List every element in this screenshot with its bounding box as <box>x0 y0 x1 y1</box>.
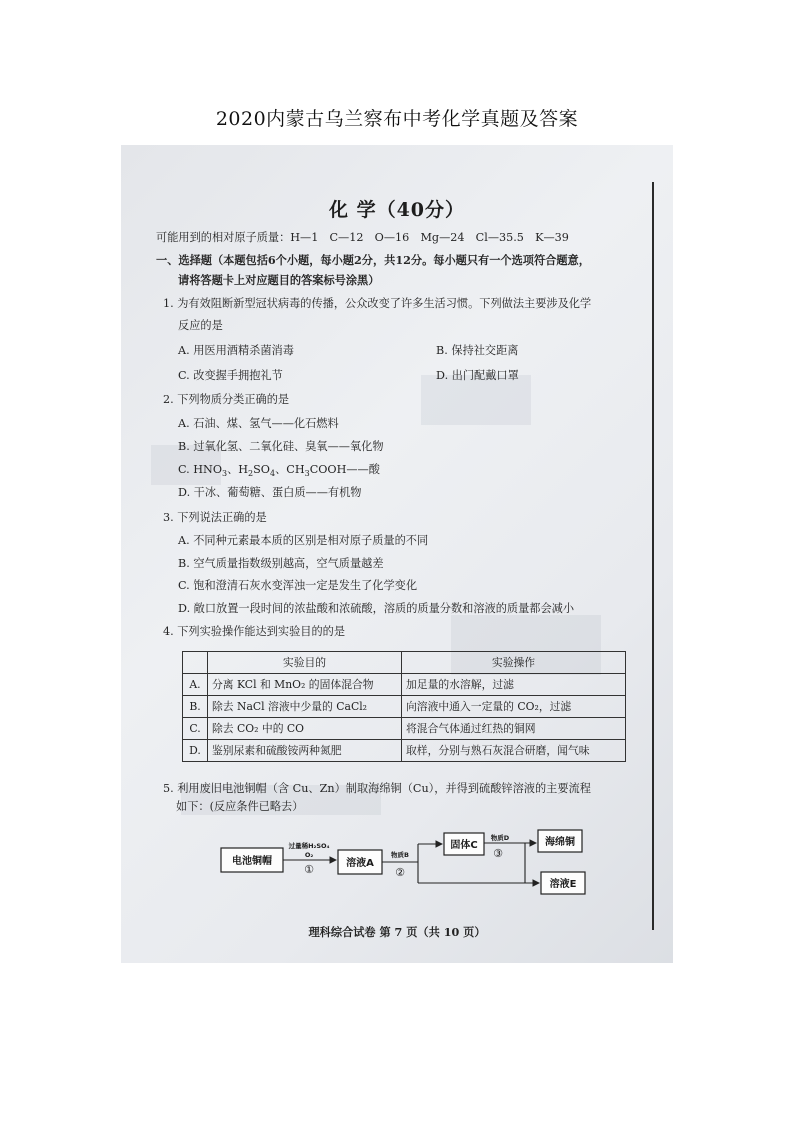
q2-c-text: 、H <box>227 463 249 476</box>
q1-option-a: A. 用医用酒精杀菌消毒 <box>178 344 294 357</box>
row-operation: 取样，分别与熟石灰混合研磨，闻气味 <box>402 740 626 762</box>
row-purpose: 除去 CO₂ 中的 CO <box>208 718 402 740</box>
flow-start-label: 电池铜帽 <box>232 856 272 867</box>
flow-reagent-d: 物质D <box>490 834 510 842</box>
row-label: D. <box>183 740 208 762</box>
flow-solution-e-label: 溶液E <box>549 879 577 890</box>
q1-option-c: C. 改变握手拥抱礼节 <box>178 369 283 382</box>
q2-c-text: SO <box>253 463 270 476</box>
flow-step3: ③ <box>493 847 503 860</box>
table-header-operation: 实验操作 <box>402 652 626 674</box>
q2-option-a: A. 石油、煤、氢气——化石燃料 <box>178 417 339 430</box>
flow-solution-a-label: 溶液A <box>346 858 374 869</box>
flow-reagent1b: O₂ <box>304 851 314 859</box>
q2-c-sub: 3 <box>304 469 310 479</box>
row-label: A. <box>183 674 208 696</box>
q3-option-c: C. 饱和澄清石灰水变浑浊一定是发生了化学变化 <box>178 579 418 592</box>
flow-reagent-b: 物质B <box>391 851 409 859</box>
row-operation: 向溶液中通入一定量的 CO₂，过滤 <box>402 696 626 718</box>
flow-step2: ② <box>395 866 405 879</box>
section1-heading: 一、选择题 <box>156 253 212 267</box>
flow-solid-c-label: 固体C <box>450 840 478 851</box>
document-title: 2020内蒙古乌兰察布中考化学真题及答案 <box>215 108 579 130</box>
flow-sponge-copper-label: 海绵铜 <box>545 837 575 848</box>
section1-desc: （本题包括6个小题，每小题2分，共12分。每小题只有一个选项符合题意， <box>211 253 590 267</box>
q1-option-b: B. 保持社交距离 <box>436 344 519 357</box>
paper-title: 化 学（40分） <box>328 199 466 221</box>
q1-stem: 1. 为有效阻断新型冠状病毒的传播，公众改变了许多生活习惯。下列做法主要涉及化学 <box>163 297 592 310</box>
row-operation: 加足量的水溶解，过滤 <box>402 674 626 696</box>
row-label: B. <box>183 696 208 718</box>
atomic-mass-line: 可能用到的相对原子质量：H—1 C—12 O—16 Mg—24 Cl—35.5 K—39 <box>156 231 569 244</box>
flow-reagent1: 过量稀H₂SO₄ <box>288 842 330 850</box>
row-purpose: 分离 KCl 和 MnO₂ 的固体混合物 <box>208 674 402 696</box>
q2-c-text: COOH——酸 <box>309 463 380 476</box>
page-footer: 理科综合试卷 第 7 页（共 10 页） <box>308 925 486 939</box>
q3-stem: 3. 下列说法正确的是 <box>163 511 267 524</box>
q2-c-sub: 3 <box>222 469 228 479</box>
q5-stem2: 如下：(反应条件已略去） <box>176 800 304 813</box>
row-operation: 将混合气体通过红热的铜网 <box>402 718 626 740</box>
section1-desc2: 请将答题卡上对应题目的答案标号涂黑） <box>178 273 380 287</box>
q2-c-sub: 2 <box>248 469 254 479</box>
row-purpose: 除去 NaCl 溶液中少量的 CaCl₂ <box>208 696 402 718</box>
q3-option-a: A. 不同种元素最本质的区别是相对原子质量的不同 <box>178 534 429 547</box>
q4-stem: 4. 下列实验操作能达到实验目的的是 <box>163 625 346 638</box>
q5-stem: 5. 利用废旧电池铜帽（含 Cu、Zn）制取海绵铜（Cu），并得到硫酸锌溶液的主要流程 <box>163 782 591 795</box>
q2-c-sub: 4 <box>269 469 276 479</box>
q1-stem2: 反应的是 <box>178 319 223 332</box>
q2-stem: 2. 下列物质分类正确的是 <box>163 393 290 406</box>
flow-step1: ① <box>304 863 314 876</box>
q2-c-text: 、CH <box>275 463 305 476</box>
q1-option-d: D. 出门配戴口罩 <box>436 369 519 382</box>
row-purpose: 鉴别尿素和硫酸铵两种氮肥 <box>208 740 402 762</box>
q3-option-d: D. 敞口放置一段时间的浓盐酸和浓硫酸，溶质的质量分数和溶液的质量都会减小 <box>178 602 575 615</box>
q2-option-b: B. 过氧化氢、二氧化硅、臭氧——氧化物 <box>178 440 384 453</box>
table-header-purpose: 实验目的 <box>208 652 402 674</box>
q2-c-text: C. HNO <box>178 463 222 476</box>
q3-option-b: B. 空气质量指数级别越高，空气质量越差 <box>178 557 384 570</box>
q2-option-d: D. 干冰、葡萄糖、蛋白质——有机物 <box>178 486 362 499</box>
row-label: C. <box>183 718 208 740</box>
